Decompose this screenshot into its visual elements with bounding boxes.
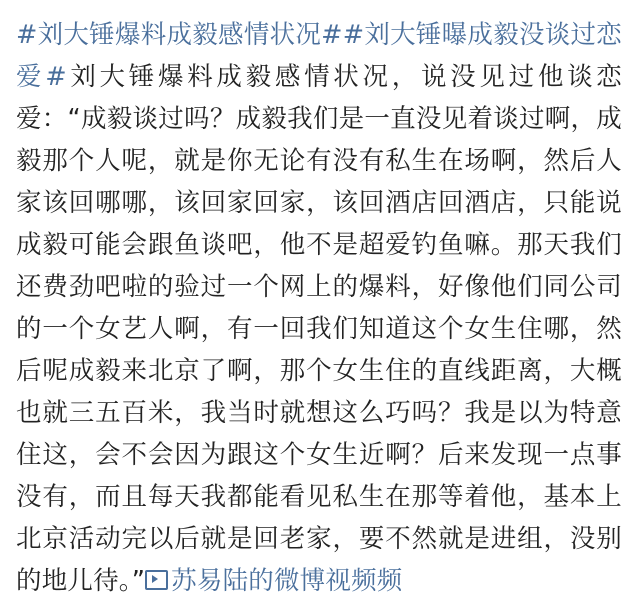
post-quote: “成毅谈过吗？成毅我们是一直没见着谈过啊，成毅那个人呢，就是你无论有没有私生在场啊，然后人家该回哪哪，该回家回家，该回酒店回酒店，只能说成毅可能会跟鱼谈吧，他不是超爱钓鱼嘛。那天我们还费劲吧啦的验过一个网上的爆料，好像他们同公司的一个女艺人啊，有一回我们知道这个女生住哪，然后呢成毅来北京了啊，那个女生住的直线距离，大概也就三五百米，我当时就想这么巧吗？我是以为特意住这，会不会因为跟这个女生近啊？后来发现一点事没有，而且每天我都能看见私生在那等着他，基本上北京活动完以后就是回老家，要不然就是进组，没别的地儿待。” — [16, 104, 622, 596]
post-video-source-link[interactable]: 苏易陆的微博视频频 — [171, 566, 403, 596]
post-topic-tags[interactable]: #刘大锤爆料成毅感情状况##刘大锤曝成毅没谈过恋爱# — [16, 20, 622, 92]
post-lead-in: 刘大锤爆料成毅感情状况，说没见过他谈恋爱： — [16, 62, 622, 134]
video-camera-icon — [145, 570, 168, 590]
